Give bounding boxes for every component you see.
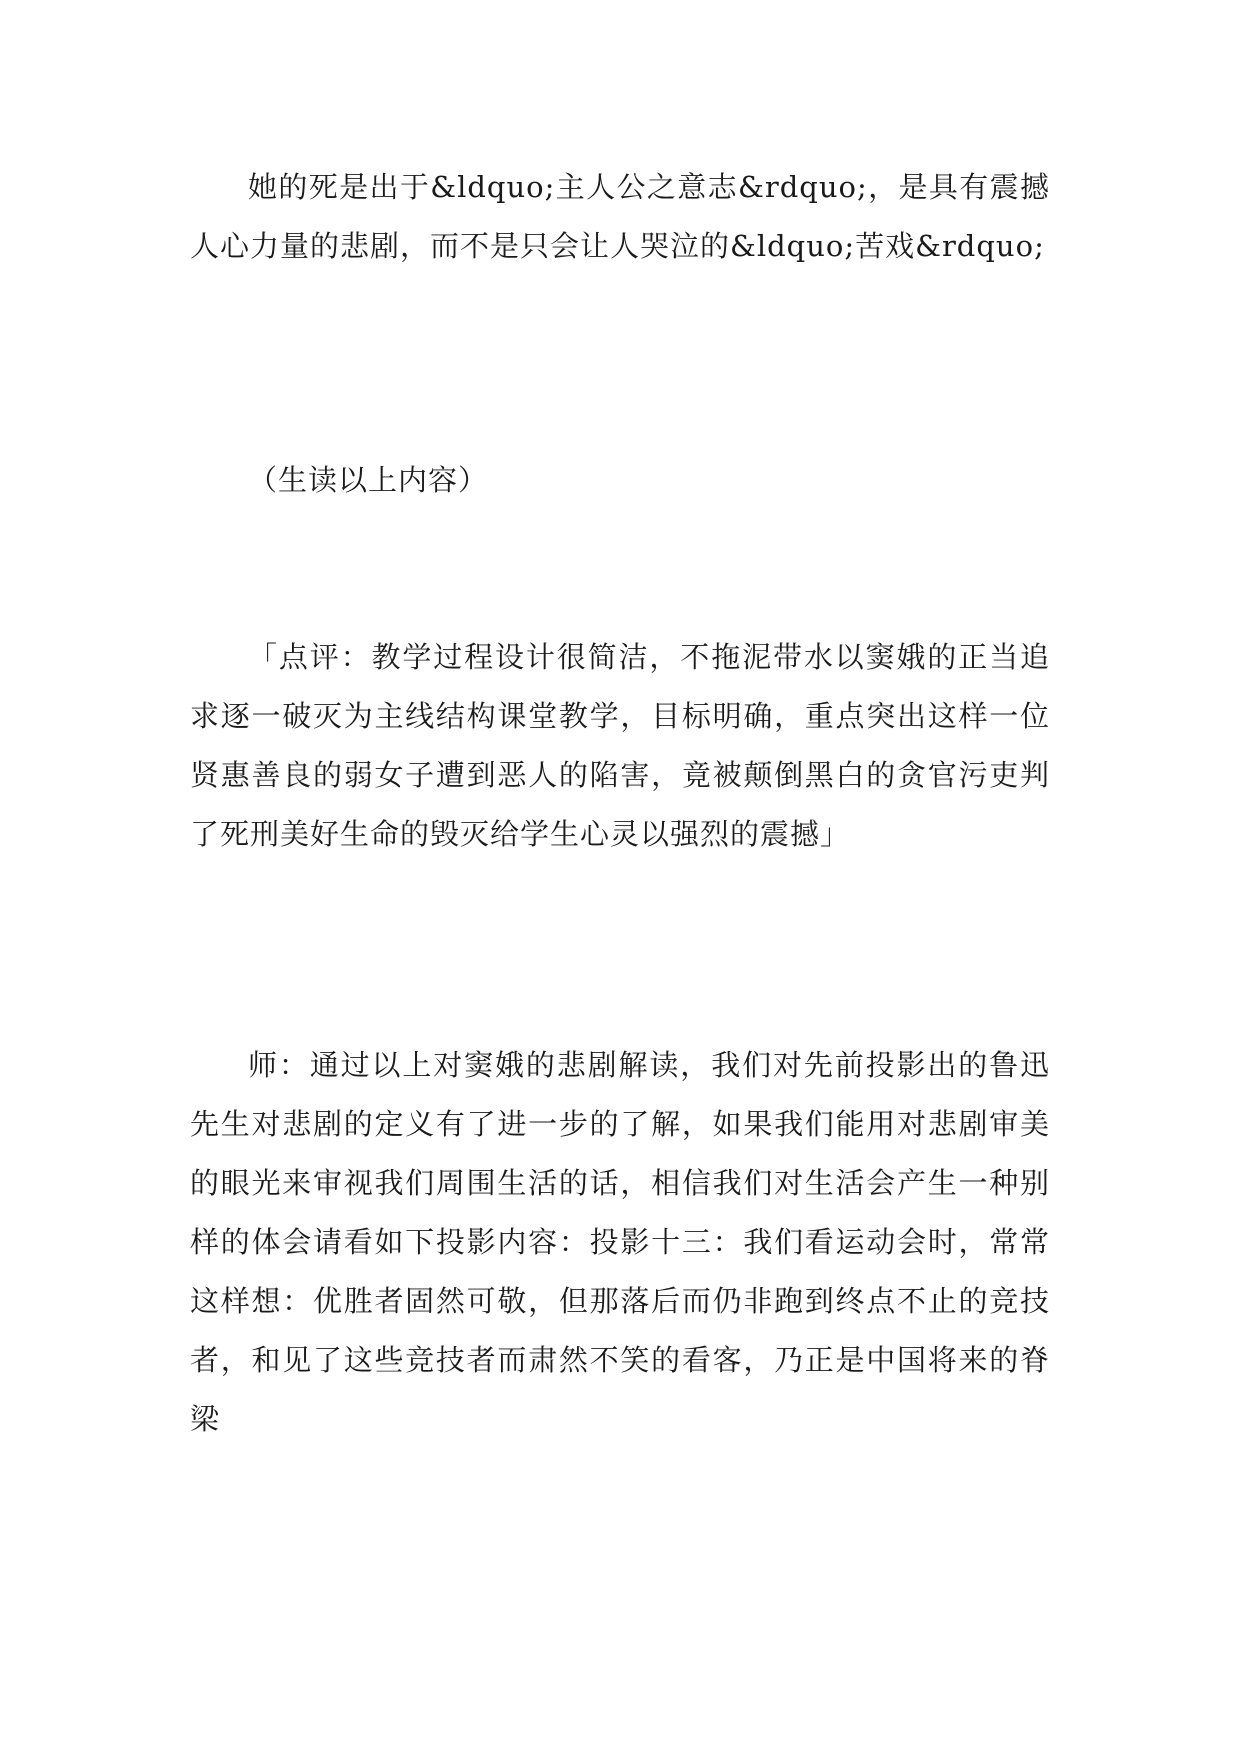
paragraph-teacher-remarks: 师：通过以上对窦娥的悲剧解读，我们对先前投影出的鲁迅先生对悲剧的定义有了进一步的了解，如果我们能用对悲剧审美的眼光来审视我们周围生活的话，相信我们对生活会产生一种别样的体会请看如下投影内容：投影十三：我们看运动会时，常常这样想：优胜者固然可敬，但那落后而仍非跑到终点不止的竞技者，和见了这些竞技者而肃然不笑的看客，乃正是中国将来的脊梁 [190, 1048, 1050, 1436]
paragraph-tragedy-intro: 她的死是出于&ldquo;主人公之意志&rdquo;，是具有震撼人心力量的悲剧，而不是只会让人哭泣的&ldquo;苦戏&rdquo; [190, 170, 1050, 263]
paragraph-commentary: 「点评：教学过程设计很简洁，不拖泥带水以窦娥的正当追求逐一破灭为主线结构课堂教学，目标明确，重点突出这样一位贤惠善良的弱女子遭到恶人的陷害，竟被颠倒黑白的贪官污吏判了死刑美好生命的毁灭给学生心灵以强烈的震撼」 [190, 640, 1050, 851]
paragraph-student-reading: （生读以上内容） [248, 463, 489, 497]
